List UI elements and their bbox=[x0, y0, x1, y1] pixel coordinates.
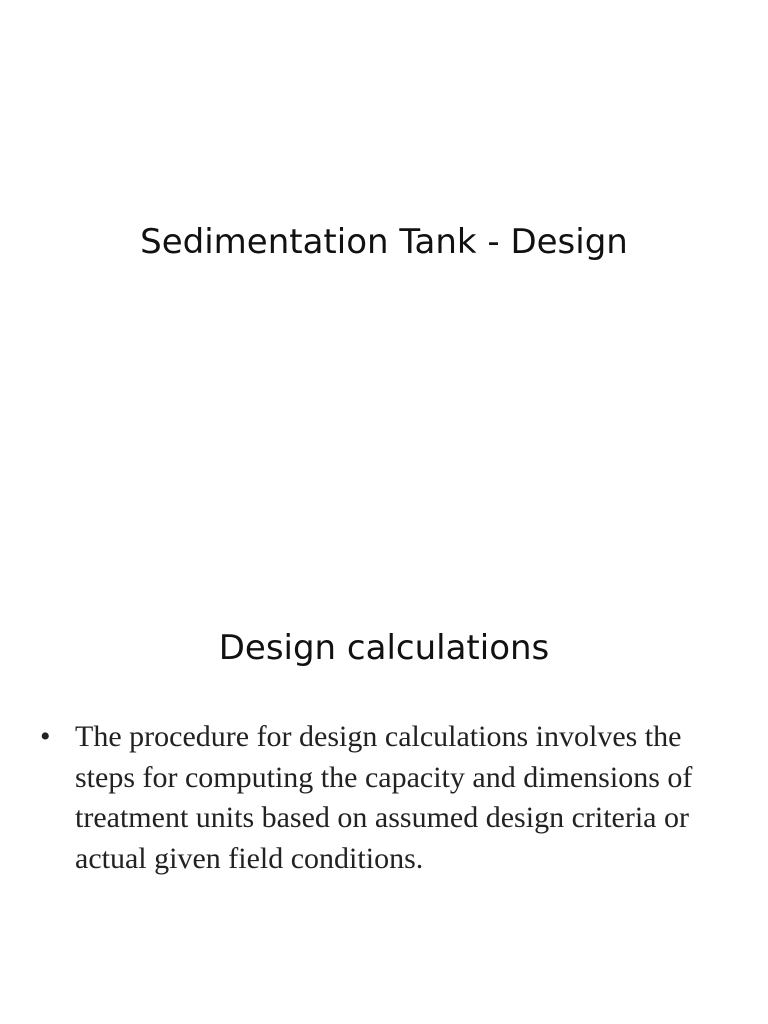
slide-heading: Design calculations bbox=[218, 628, 550, 668]
slide-title: Sedimentation Tank - Design bbox=[140, 222, 628, 262]
slide-design-calculations bbox=[0, 512, 768, 1024]
bullet-dot-icon: • bbox=[40, 720, 51, 753]
bullet-item bbox=[40, 717, 730, 879]
bullet-list bbox=[40, 717, 730, 879]
bullet-text: The procedure for design calculations involves the steps for computing the capacity and dimensions of treatment units based on assumed design criteria or actual given field conditions. bbox=[75, 720, 693, 875]
